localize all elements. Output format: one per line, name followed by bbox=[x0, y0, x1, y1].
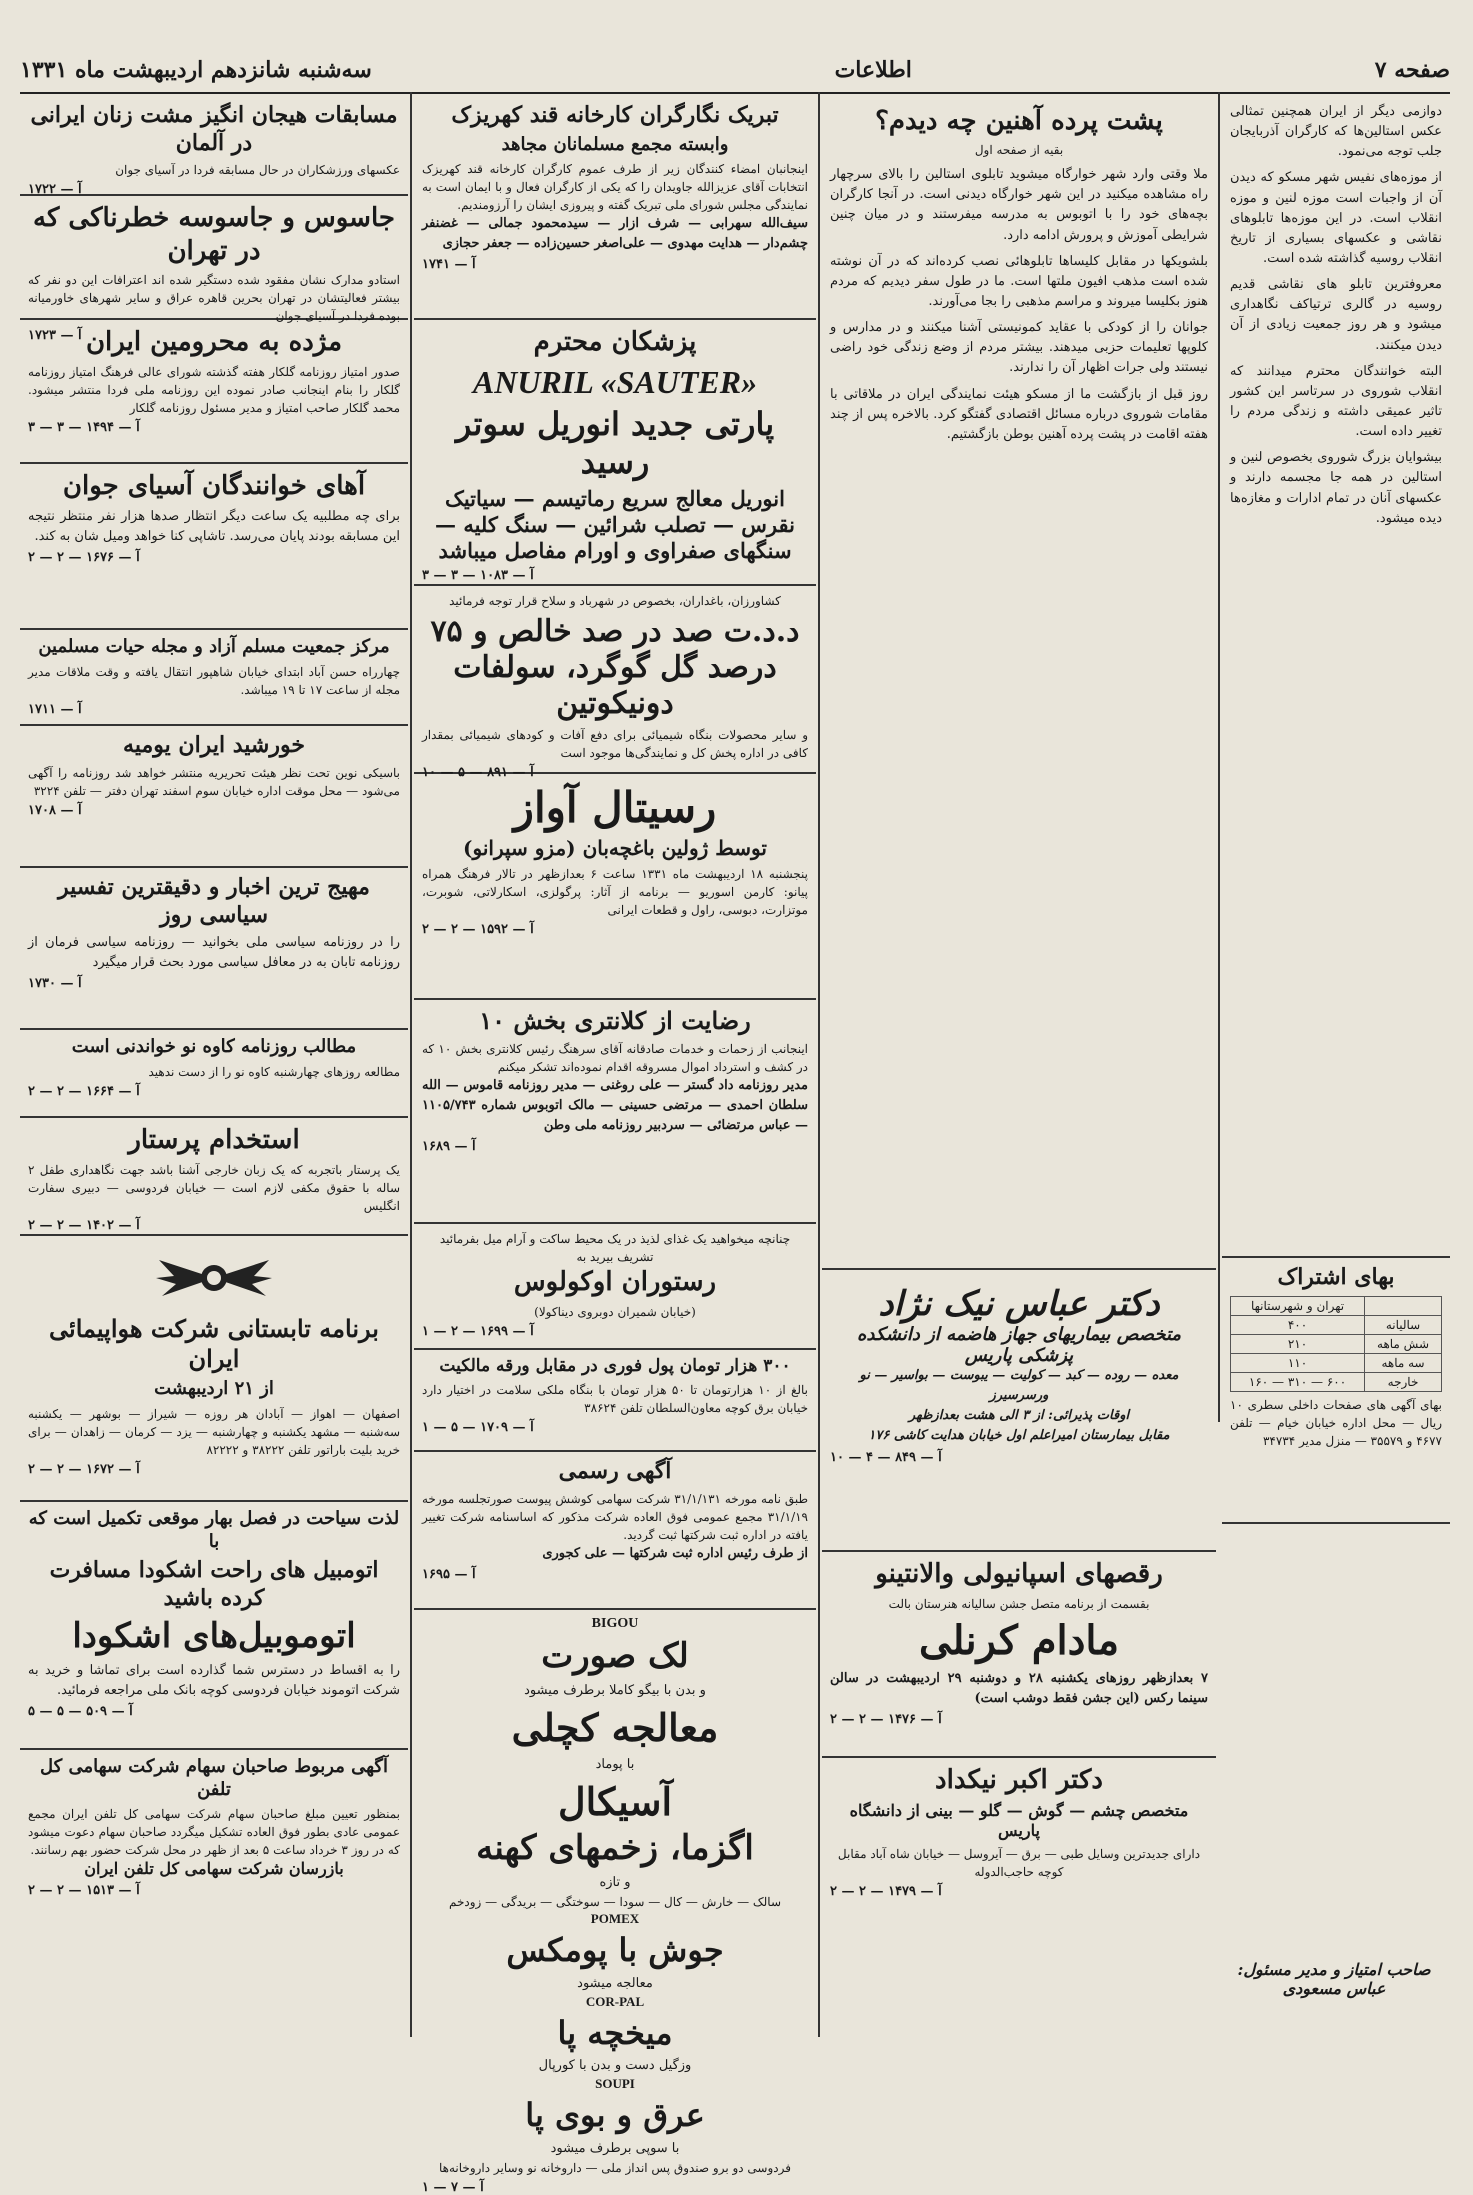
subscription-box bbox=[1222, 1256, 1450, 1524]
ad-boxing bbox=[20, 96, 408, 196]
page-number: صفحه ۷ bbox=[1374, 57, 1450, 83]
ad-title: پزشکان محترم bbox=[533, 327, 697, 357]
ad-code: آ — ۱۷۴۱ bbox=[422, 257, 476, 273]
article-continuation: بقیه از صفحه اول bbox=[974, 143, 1064, 158]
ad-code: آ — ۱۶۷۲ — ۲ — ۲ bbox=[28, 1461, 140, 1477]
ad-title: آگهی رسمی bbox=[558, 1458, 672, 1484]
ad-code: آ — ۱۷۰۹ — ۵ — ۱ bbox=[422, 1420, 534, 1436]
brand-corpal: COR-PAL bbox=[585, 1993, 645, 2009]
ad-loan bbox=[414, 1350, 816, 1452]
brand-bigou: BIGOU bbox=[591, 1616, 639, 1631]
ad-line-note: و بدن با بیگو کاملا برطرف میشود bbox=[524, 1682, 706, 1698]
brand-pomex: POMEX bbox=[590, 1911, 640, 1927]
column-left bbox=[20, 96, 408, 1954]
subscription-period: شش ماهه bbox=[1365, 1334, 1442, 1353]
ad-dr-nikdad bbox=[822, 1758, 1216, 1922]
column-divider bbox=[1218, 92, 1220, 1422]
article-paragraph: جوانان را از کودکی با عقاید کمونیستی آشنا میکنند و در مدارس و کلوپها تعلیمات حزبی میدهند. بیشتر مردم از وضع زندگی خود راضی نیستند ولی جرات اظهار آن را ندارند. bbox=[830, 320, 1208, 376]
subscription-period: خارجه bbox=[1365, 1372, 1442, 1391]
ad-code: آ — ۱۷۳۰ bbox=[28, 976, 82, 992]
ad-code: آ — ۱۶۹۵ bbox=[422, 1566, 476, 1582]
ad-body: عکسهای ورزشکاران در حال مسابقه فردا در آسیای جوان bbox=[115, 163, 400, 177]
ad-body: یک پرستار باتجربه که یک زبان خارجی آشنا باشد جهت نگاهداری طفل ۲ ساله با حقوق مکفی لازم است — خیابان فردوسی — دبیری سفارت انگلیس bbox=[28, 1162, 400, 1213]
publisher-name: صاحب امتیاز و مدیر مسئول: عباس مسعودی bbox=[1237, 1960, 1431, 1998]
table-row bbox=[1231, 1372, 1442, 1391]
ad-asia-javan bbox=[20, 464, 408, 630]
ad-body: بالغ از ۱۰ هزارتومان تا ۵۰ هزار تومان با بنگاه ملکی سلامت در اختیار دارد خیابان برق کوچه معاون‌السلطان تلفن ۳۸۶۲۴ bbox=[422, 1383, 809, 1416]
ad-title: لذت سیاحت در فصل بهار موقعی تکمیل است که با bbox=[28, 1508, 400, 1552]
ad-body: چهارراه حسن آباد ابتدای خیابان شاهپور انتقال یافته و وقت ملاقات مدیر مجله از ساعت ۱۷ تا ۱۹ میباشد. bbox=[28, 664, 400, 697]
ad-congrats bbox=[414, 96, 816, 320]
ad-title: رقصهای اسپانیولی والانتینو bbox=[875, 1559, 1163, 1589]
ad-title: مسابقات هیجان انگیز مشت زنان ایرانی در آلمان bbox=[30, 102, 398, 156]
ad-signature: بازرسان شرکت سهامی کل تلفن ایران bbox=[84, 1859, 344, 1878]
column-article bbox=[822, 96, 1216, 1268]
ad-names: مدیر روزنامه داد گستر — علی روغنی — مدیر روزنامه قاموس — الله‌ سلطان احمدی — مرتضی حسینی — مالک اتوبوس شماره ۱۱۰۵/۷۴۳ — عباس مرتضائی — سردبیر روزنامه ملی وطن bbox=[422, 1078, 808, 1134]
ad-footer: فردوسی دو برو صندوق پس انداز ملی — داروخانه نو وسایر داروخانه‌ها bbox=[439, 2160, 791, 2175]
ad-headline: اتوموبیل‌های اشکودا bbox=[72, 1616, 356, 1656]
ad-body: اینجانبان امضاء کنندگان زیر از طرف عموم کارگران کارخانه قند کهریزک انتخابات آقای عزیزالله جاویدان را که یکی از کارگران فعال و با ایمان است به نمایندگی مجلس شورای ملی تبریک گفته و پیروزی ایشان را آرزومندیم. bbox=[422, 162, 808, 212]
ad-body: و سایر محصولات بنگاه شیمیائی برای دفع آفات و کودهای شیمیائی بمقدار کافی در اداره پخش کل و نمایندگی‌ها موجود است bbox=[422, 728, 808, 760]
article-paragraph: دوازمی دیگر از ایران همچنین تمثالی عکس استالین‌ها که کارگران آذربایجان جلب توجه می‌نمود. bbox=[1230, 104, 1442, 160]
ad-code: آ — ۱۰۸۳ — ۳ — ۳ bbox=[422, 568, 534, 584]
ad-title: ۳۰۰ هزار تومان پول فوری در مقابل ورقه مالکیت bbox=[439, 1356, 791, 1376]
ad-body: استادو مدارک نشان مفقود شده دستگیر شده اند اعترافات این دو نفر که بیشتر فعالیتشان در تهران بحرین قاهره عراق و سایر شهرهای خاورمیانه بوده فردا در آسیای جوان bbox=[28, 273, 400, 323]
subscription-header: تهران و شهرستانها bbox=[1231, 1296, 1365, 1315]
ad-anuril bbox=[414, 320, 816, 586]
column-divider bbox=[818, 92, 820, 2037]
ad-body: بمنظور تعیین مبلغ صاحبان سهام شرکت سهامی کل تلفن ایران مجمع عمومی عادی بطور فوق العاده تشکیل میگردد صاحبان سهام دعوت میشود که در روز ۳ خرداد ساعت ۵ بعد از ظهر در محل شرکت حضور بهم رسانند. bbox=[28, 1807, 400, 1857]
article-paragraph: ملا وقتی وارد شهر خوارگاه میشوید تابلوی استالین را بالای سرچهار راه مشاهده میکنید در این شهر خوارگاه دیدنی است. در آنجا کارگران بچه‌های خود را با اتوبوس به مدرسه میفرستند و در میان چنین شرایطی آموزش و پرورش ادامه دارد. bbox=[830, 167, 1208, 243]
ad-body: برای چه مطلبیه یک ساعت دیگر انتظار صدها هزار نفر منتظر نتیجه این مسابقه بودند پایان می‌رسد. تاشاپی کنا خواهد ومیل شان به کند. bbox=[28, 508, 400, 544]
brand-soupi: SOUPI bbox=[595, 2076, 635, 2092]
ad-code: آ — ۸۴۹ — ۴ — ۱۰ bbox=[830, 1449, 942, 1465]
ad-title: آهای خوانندگان آسیای جوان bbox=[62, 471, 366, 501]
table-row bbox=[1231, 1315, 1442, 1334]
article-paragraph: بلشویکها در مقابل کلیساها تابلوهائی نصب کرده‌اند که در آن نوشته شده است مذهب افیون ملتها است. ما در طول سفر دیدیم که مردم هنوز بکلیسا میروند و مراسم مذهبی را بجا می‌آورند. bbox=[830, 253, 1208, 310]
article-iron-curtain bbox=[822, 96, 1216, 1268]
doctor-services: معده — روده — کبد — کولیت — یبوست — بواسیر — نو ورسرسیرز bbox=[859, 1368, 1179, 1404]
subscription-price: ۶۰۰ — ۳۱۰ — ۱۶۰ bbox=[1231, 1372, 1365, 1391]
doctor-name: دکتر عباس نیک نژاد bbox=[878, 1284, 1160, 1324]
ad-signature: از طرف رئیس اداره ثبت شرکتها — علی کجوری bbox=[542, 1545, 808, 1561]
issue-date: سه‌شنبه شانزدهم اردیبهشت ماه ۱۳۳۱ bbox=[20, 57, 372, 83]
ad-code: آ — ۷ — ۱ bbox=[422, 2179, 484, 2195]
article-paragraph: روز قبل از بازگشت ما از مسکو هیئت نمایندگی ایران در ملاقاتی با مقامات شوروی درباره مسائل اقتصادی گفتگو کرد. بالاخره پس از چند هفته اقامت در پشت پرده آهنین بوطن بازگشتیم. bbox=[830, 386, 1208, 442]
ad-headline: مادام کرنلی bbox=[918, 1616, 1120, 1664]
ad-line: آسیکال bbox=[557, 1778, 673, 1824]
article-paragraph: بیشوایان بزرگ شوروی بخصوص لنین و استالین در همه جا مجسمه دارند و عکسهای آنان در تمام ادارات و مغازه‌ها دیده میشود. bbox=[1230, 450, 1442, 526]
ad-subtitle: توسط ژولین باغچه‌بان (مزو سپرانو) bbox=[463, 836, 767, 861]
ad-code: آ — ۱۴۷۹ — ۲ — ۲ bbox=[830, 1883, 942, 1899]
doctor-specialty: متخصص چشم — گوش — گلو — بینی از دانشگاه پاریس bbox=[849, 1800, 1189, 1840]
ad-muslim-society bbox=[20, 630, 408, 726]
subscription-title: بهای اشتراک bbox=[1277, 1264, 1395, 1290]
ad-dates: از ۲۱ اردیبهشت bbox=[154, 1378, 274, 1399]
ad-title: رضایت از کلانتری بخش ۱۰ bbox=[479, 1006, 751, 1035]
column-divider bbox=[410, 92, 412, 2037]
ad-title: برنامه تابستانی شرکت هواپیمائی ایران bbox=[49, 1314, 379, 1373]
ad-iran-airways bbox=[20, 1236, 408, 1502]
subscription-price: ۱۱۰ bbox=[1231, 1353, 1365, 1372]
ad-subtitle: اتومبیل های راحت اشکودا مسافرت کرده باشید bbox=[49, 1557, 379, 1611]
subscription-table bbox=[1230, 1296, 1442, 1392]
ad-body: طبق نامه مورخه ۳۱/۱/۱۳۱ شرکت سهامی کوشش پیوست صورتجلسه مورخه ۳۱/۱/۱۹ مجمع عمومی فوق العاده شرکت مذکور که اساسنامه شرکت تغییر یافته در اداره ثبت شرکتها ثبت گردید. bbox=[422, 1491, 808, 1542]
ad-title: خورشید ایران یومیه bbox=[123, 732, 305, 758]
ad-line: اگزما، زخمهای کهنه bbox=[476, 1828, 754, 1869]
ad-code: آ — ۱۷۰۸ bbox=[28, 802, 82, 818]
ad-body: را به اقساط در دسترس شما گذارده است برای تماشا و خرید به شرکت اتوموند خیابان فردوسی کوچه بانک ملی مراجعه فرمائید. bbox=[28, 1662, 400, 1698]
ad-intro: کشاورزان، باغداران، بخصوص در شهرباد و سلاح قرار توجه فرمائید bbox=[449, 594, 781, 608]
ad-brand: ANURIL «SAUTER» bbox=[472, 363, 758, 400]
ad-official-notice bbox=[414, 1452, 816, 1610]
ad-list: سالک — خارش — کال — سودا — سوختگی — بریدگی — زودخم bbox=[449, 1895, 781, 1910]
ad-line: عرق و بوی پا bbox=[525, 2096, 705, 2135]
subscription-price: ۲۱۰ bbox=[1231, 1334, 1365, 1353]
ad-code: آ — ۱۴۰۲ — ۲ — ۲ bbox=[28, 1217, 140, 1233]
ad-code: آ — ۵۰۹ — ۵ — ۵ bbox=[28, 1704, 133, 1720]
table-row bbox=[1231, 1334, 1442, 1353]
subscription-period: سه ماهه bbox=[1365, 1353, 1442, 1372]
ad-title: مژده به محرومین ایران bbox=[85, 327, 343, 357]
ad-code: آ — ۱۶۹۹ — ۲ — ۱ bbox=[422, 1323, 534, 1339]
ad-code: آ — ۱۵۹۲ — ۲ — ۲ bbox=[422, 922, 534, 938]
doctor-name: دکتر اکبر نیکداد bbox=[935, 1765, 1103, 1795]
article-paragraph: البته خوانندگان محترم میدانند که انقلاب شوروی در سرتاسر این کشور تاثیر عمیقی داشته و زندگی مردم را تغییر داده است. bbox=[1230, 363, 1442, 440]
ad-line: جوش با پومکس bbox=[506, 1931, 724, 1970]
ad-code: آ — ۱۷۲۳ bbox=[28, 328, 82, 343]
ad-code: آ — ۸۹۱ — ۵ — ۱۰ bbox=[422, 765, 534, 780]
doctor-address: مقابل بیمارستان امیراعلم اول خیابان هدایت کاشی ۱۷۶ bbox=[868, 1428, 1170, 1444]
newspaper-name: اطلاعات bbox=[834, 57, 912, 83]
ad-names: سیف‌الله سهرابی — شرف ازار — سیدمحمود جمالی — غضنفر چشم‌دار — هدایت مهدوی — علی‌اصغر حسین‌زاده — جعفر حجازی bbox=[422, 216, 808, 252]
doctor-specialty: متخصص بیماریهای جهاز هاضمه از دانشکده پزشکی پاریس bbox=[856, 1324, 1182, 1366]
ad-code: آ — ۱۴۷۶ — ۲ — ۲ bbox=[830, 1711, 942, 1727]
page-header bbox=[20, 48, 1450, 94]
ad-line-note: و تازه bbox=[599, 1875, 631, 1891]
ad-restaurant bbox=[414, 1224, 816, 1350]
ad-line: لک صورت bbox=[541, 1636, 689, 1676]
ad-body: اصفهان — اهواز — آبادان هر روزه — شیراز — بوشهر — یکشنبه سه‌شنبه — مشهد یکشنبه و چهارشنبه — یزد — کرمان — زاهدان — برای خرید بلیت باراتور تلفن ۳۸۲۲۲ و ۸۲۲۲۲ bbox=[28, 1406, 400, 1457]
ad-line-note: با پوماد bbox=[595, 1756, 635, 1772]
ad-body: دارای جدیدترین وسایل طبی — برق — آیروسل — خیابان شاه آباد مقابل کوچه حاجب‌الدوله bbox=[837, 1846, 1201, 1879]
ad-title: استخدام پرستار bbox=[128, 1125, 300, 1155]
ad-khorshid bbox=[20, 726, 408, 868]
doctor-hours: اوقات پذیرائی: از ۳ الی هشت بعدازظهر bbox=[908, 1408, 1130, 1424]
subscription-header bbox=[1365, 1296, 1442, 1315]
ad-body: انوریل معالج سریع رماتیسم — سیاتیک نقرس — تصلب شرائین — سنگ کلیه — سنگهای صفراوی و اورام مفاصل میباشد bbox=[435, 485, 795, 564]
ad-telephone bbox=[20, 1750, 408, 1954]
column-middle-left bbox=[414, 96, 816, 2195]
ad-body: باسیکی نوین تحت نظر هیئت تحریریه منتشر خواهد شد روزنامه را آگهی می‌شود — محل موقت اداره خیابان سوم اسفند تهران دفتر — تلفن ۳۲۲۴ bbox=[28, 765, 400, 798]
ad-kaveh bbox=[20, 1030, 408, 1118]
ad-title: مطالب روزنامه کاوه نو خواندنی است bbox=[71, 1036, 357, 1057]
ad-code: آ — ۱۶۷۶ — ۲ — ۲ bbox=[28, 549, 140, 565]
column-lower-ads bbox=[822, 1268, 1216, 1922]
ad-body: مطالعه روزهای چهارشنبه کاوه نو را از دست ندهید bbox=[148, 1064, 400, 1079]
ad-body: ۷ بعدازظهر روزهای یکشنبه ۲۸ و دوشنبه ۲۹ اردیبهشت در سالن سینما رکس (این جشن فقط دوشب است) bbox=[830, 1670, 1208, 1706]
ad-line-note: معالجه میشود bbox=[577, 1975, 653, 1991]
ad-spanish-dances bbox=[822, 1552, 1216, 1758]
ad-headline: پارتی جدید انوریل سوتر رسید bbox=[455, 404, 775, 482]
ad-line-note: وزگیل دست و بدن با کورپال bbox=[538, 2058, 692, 2074]
ad-nurse bbox=[20, 1118, 408, 1236]
ad-subtitle: وابسته مجمع مسلمانان مجاهد bbox=[501, 133, 729, 155]
ad-news bbox=[20, 868, 408, 1030]
ad-body: را در روزنامه سیاسی ملی بخوانید — روزنامه سیاسی فرمان از روزنامه تابان به در معافل سیاسی مورد بحث قرار میگیرد bbox=[28, 935, 400, 971]
airline-wings-icon bbox=[154, 1248, 274, 1308]
ad-line-note: با سوپی برطرف میشود bbox=[550, 2140, 680, 2156]
ad-code: آ — ۱۷۱۱ bbox=[28, 701, 82, 717]
ad-code: آ — ۱۴۹۴ — ۳ — ۳ bbox=[28, 419, 140, 435]
article-continued bbox=[1222, 96, 1450, 968]
ad-line: معالجه کچلی bbox=[511, 1704, 719, 1750]
table-row bbox=[1231, 1353, 1442, 1372]
article-paragraph: از موزه‌های نفیس شهر مسکو که دیدن آن از واجبات است موزه لنین و موزه انقلاب است. در این موزه‌ها تابلوهای نقاشی و عکسهای بسیاری از تاریخ انقلاب روسیه گذاشته شده است. bbox=[1230, 170, 1442, 266]
ad-code: آ — ۱۶۶۴ — ۲ — ۲ bbox=[28, 1083, 140, 1099]
ad-recital bbox=[414, 774, 816, 1000]
column-right bbox=[1222, 96, 1450, 1998]
publisher-signature bbox=[1218, 1956, 1450, 2002]
ad-pharmacy bbox=[414, 1610, 816, 2195]
ad-title: رسیتال آواز bbox=[513, 783, 717, 832]
subscription-period: سالیانه bbox=[1365, 1315, 1442, 1334]
ad-headline: د.د.ت صد در صد خالص و ۷۵ درصد گل گوگرد، سولفات دونیکوتین bbox=[430, 614, 800, 721]
ad-title: مرکز جمعیت مسلم آزاد و مجله حیات مسلمین bbox=[38, 636, 390, 657]
ad-skoda bbox=[20, 1502, 408, 1750]
ad-title: جاسوس و جاسوسه خطرناکی که در تهران bbox=[33, 203, 395, 266]
article-title: پشت پرده آهنین چه دیدم؟ bbox=[875, 106, 1163, 136]
ad-code: آ — ۱۷۲۲ bbox=[28, 182, 82, 197]
ad-intro: چنانچه میخواهید یک غذای لذیذ در یک محیط ساکت و آرام میل بفرمائید تشریف بیرید به bbox=[439, 1232, 791, 1264]
ad-title: آگهی مربوط صاحبان سهام شرکت سهامی کل تلفن bbox=[39, 1756, 388, 1800]
ad-body: اینجانب از زحمات و خدمات صادقانه آقای سرهنگ رئیس کلانتری بخش ۱۰ که در کشف و استرداد اموال مسروقه اقدام نموده‌اند تشکر میکنم bbox=[422, 1042, 808, 1074]
ad-line: میخچه پا bbox=[557, 2013, 673, 2052]
subscription-price: ۴۰۰ bbox=[1231, 1315, 1365, 1334]
ad-title: مهیج ترین اخبار و دقیقترین تفسیر سیاسی روز bbox=[58, 874, 370, 928]
article-paragraph: معروفترین تابلو های نقاشی قدیم روسیه در گالری ترتیاکف نگاهداری میشود و هر روز جمعیت زیادی از آن دیدن میکنند. bbox=[1230, 277, 1442, 353]
subscription-note: بهای آگهی های صفحات داخلی سطری ۱۰ ریال — محل اداره خیابان خیام — تلفن ۴۶۷۷ و ۳۵۵۷۹ — منزل مدیر ۳۴۷۳۴ bbox=[1230, 1397, 1442, 1448]
ad-code: آ — ۱۵۱۳ — ۲ — ۲ bbox=[28, 1883, 140, 1898]
ad-dr-niknezhad bbox=[822, 1268, 1216, 1552]
ad-ddt bbox=[414, 586, 816, 780]
ad-body: پنجشنبه ۱۸ اردیبهشت ماه ۱۳۳۱ ساعت ۶ بعدازظهر در تالار فرهنگ همراه پیانو: کارمن اسوریو — برنامه از آثار: پرگولزی، اسکارلاتی، شوبرت، موتزارت، دبوسی، راول و قطعات ایرانی bbox=[422, 867, 808, 918]
ad-body: صدور امتیاز روزنامه گلکار هفته گذشته شورای عالی فرهنگ امتیاز روزنامه گلکار را بنام اینجانب صادر نموده این روزنامه ملی فردا منتشر میشود. محمد گلکار صاحب امتیاز و مدیر مسئول روزنامه گلکار bbox=[28, 364, 400, 415]
ad-title: رستوران اوکولوس bbox=[513, 1267, 717, 1297]
ad-subtitle: بقسمت از برنامه متصل جشن سالیانه هنرستان بالت bbox=[888, 1596, 1150, 1611]
ad-code: آ — ۱۶۸۹ bbox=[422, 1139, 476, 1155]
ad-title: تبریک نگارگران کارخانه قند کهریزک bbox=[451, 102, 779, 128]
ad-subtitle: (خیابان شمیران دوبروی دیناکولا) bbox=[534, 1304, 696, 1319]
ad-police-thanks bbox=[414, 1000, 816, 1224]
